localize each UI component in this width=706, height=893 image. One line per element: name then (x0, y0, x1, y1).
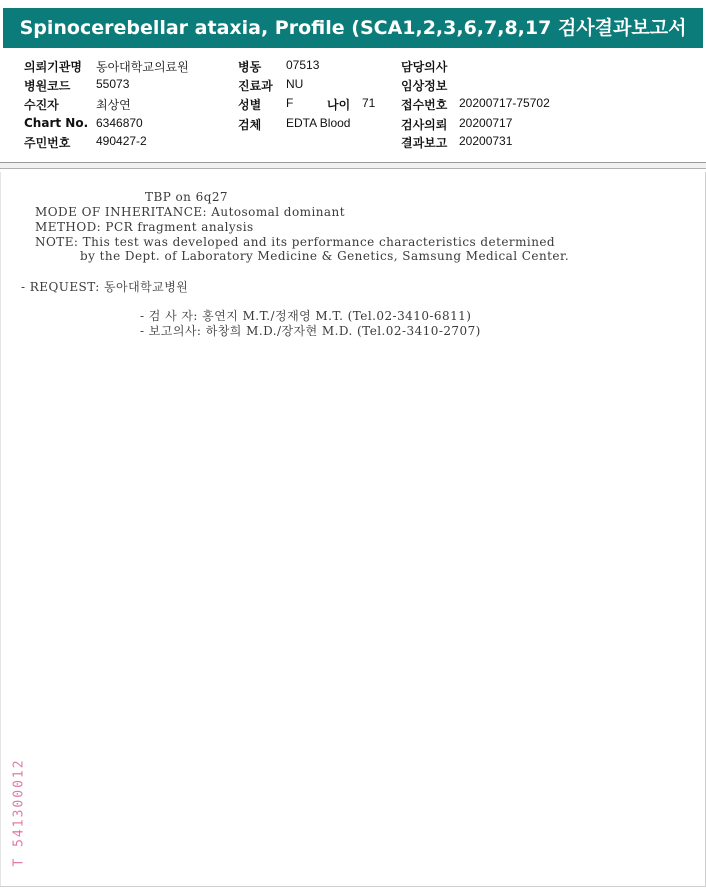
barcode-number: T 541300012 (11, 758, 27, 867)
institution-label: 의뢰기관명 (24, 60, 82, 74)
request-date-label: 검사의뢰 (401, 118, 448, 132)
ward-label: 병동 (238, 60, 262, 74)
receipt-no-value: 20200717-75702 (459, 96, 550, 110)
request-date-value: 20200717 (459, 116, 513, 130)
physician-label: 담당의사 (401, 60, 448, 74)
age-label: 나이 (327, 98, 351, 112)
age-value: 71 (362, 96, 376, 110)
gene-line: TBP on 6q27 (145, 190, 229, 204)
sex-value: F (286, 96, 294, 110)
note-line-2: by the Dept. of Laboratory Medicine & Genetics, Samsung Medical Center. (80, 249, 570, 263)
department-value: NU (286, 77, 304, 91)
header-divider (0, 162, 706, 169)
chart-no-label: Chart No. (24, 116, 89, 130)
page-right-edge (702, 172, 706, 887)
report-date-value: 20200731 (459, 134, 513, 148)
page-bottom-edge (0, 886, 706, 887)
report-date-label: 결과보고 (401, 136, 448, 150)
sex-label: 성별 (238, 98, 262, 112)
inheritance-line: MODE OF INHERITANCE: Autosomal dominant (35, 205, 345, 219)
specimen-value: EDTA Blood (286, 116, 351, 130)
institution-value: 동아대학교의료원 (96, 60, 189, 74)
note-line-1: NOTE: This test was developed and its performance characteristics determined (35, 235, 556, 249)
page-left-edge (0, 172, 5, 887)
request-line: - REQUEST: 동아대학교병원 (21, 280, 189, 294)
chart-no-value: 6346870 (96, 116, 143, 130)
ward-value: 07513 (286, 58, 320, 72)
patient-label: 수진자 (24, 98, 59, 112)
hospital-code-label: 병원코드 (24, 79, 71, 93)
resident-id-value: 490427-2 (96, 134, 147, 148)
department-label: 진료과 (238, 79, 273, 93)
patient-value: 최상연 (96, 98, 131, 112)
hospital-code-value: 55073 (96, 77, 130, 91)
method-line: METHOD: PCR fragment analysis (35, 220, 254, 234)
specimen-label: 검체 (238, 118, 262, 132)
header-info (0, 0, 706, 160)
receipt-no-label: 접수번호 (401, 98, 448, 112)
tester-line: - 검 사 자: 홍연지 M.T./정재영 M.T. (Tel.02-3410-6811) (140, 309, 472, 323)
resident-id-label: 주민번호 (24, 136, 71, 150)
reporter-line: - 보고의사: 하창희 M.D./장자현 M.D. (Tel.02-3410-2707) (140, 324, 481, 338)
clinical-info-label: 임상정보 (401, 79, 448, 93)
report-title: Spinocerebellar ataxia, Profile (SCA1,2,3,6,7,8,17 검사결과보고서 (3, 8, 703, 48)
